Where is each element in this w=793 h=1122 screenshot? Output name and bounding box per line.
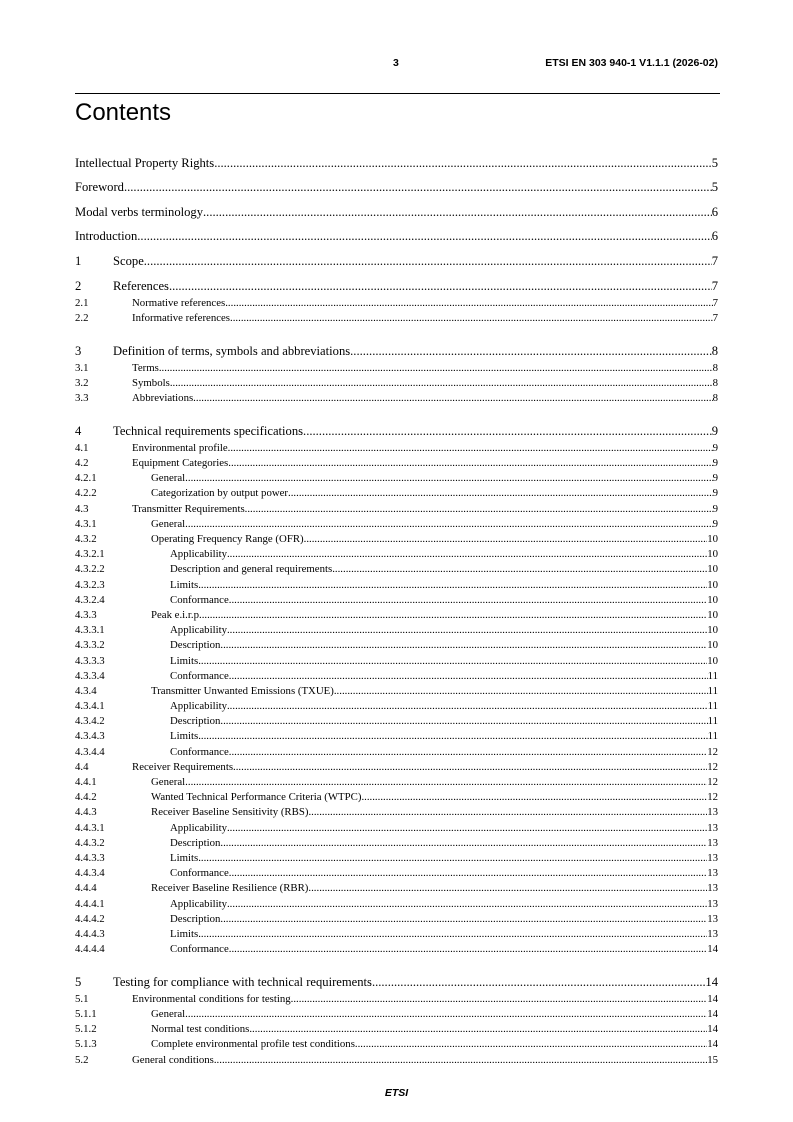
toc-entry-number: 4.3.3 [75, 608, 97, 621]
toc-entry-number: 4 [75, 423, 82, 438]
toc-entry-number: 4.3.2.3 [75, 578, 105, 591]
toc-entry-page: 13 [707, 867, 718, 880]
toc-entry-title: General [151, 776, 186, 788]
toc-entry-title: Terms [132, 361, 159, 374]
toc-entry-page: 10 [707, 593, 718, 606]
toc-entry-page: 8 [712, 361, 718, 374]
toc-entry-title: Applicability [170, 548, 227, 561]
toc-entry[interactable] [75, 1035, 718, 1050]
toc-entry[interactable] [75, 545, 718, 560]
toc-dot-leader [124, 180, 712, 195]
toc-entry[interactable] [75, 269, 718, 294]
toc-entry-title: Equipment Categories [132, 457, 229, 470]
toc-dot-leader [198, 579, 707, 591]
toc-entry-title: Abbreviations [132, 392, 194, 405]
toc-dot-leader [361, 791, 707, 803]
toc-entry[interactable] [75, 742, 718, 757]
toc-entry-page: 8 [712, 376, 718, 389]
toc-entry[interactable] [75, 834, 718, 849]
toc-dot-leader [291, 993, 708, 1005]
toc-dot-leader [245, 503, 713, 515]
toc-entry-number: 4.3.2.1 [75, 548, 105, 561]
toc-entry[interactable] [75, 454, 718, 469]
toc-entry-title: Testing for compliance with technical requirements [113, 974, 372, 989]
toc-entry-number: 4.2.2 [75, 487, 97, 500]
toc-entry-number: 4.2 [75, 457, 89, 470]
toc-entry-title: Complete environmental profile test conditions [151, 1038, 355, 1051]
toc-entry-number: 2 [75, 278, 82, 293]
toc-dot-leader [372, 975, 705, 990]
toc-entry[interactable] [75, 294, 718, 309]
toc-entry-title: Description and general requirements [170, 563, 333, 576]
toc-entry-page: 13 [707, 821, 718, 834]
toc-entry-title: Transmitter Unwanted Emissions (TXUE) [151, 684, 334, 697]
toc-entry-title: Conformance [170, 745, 229, 758]
toc-entry-title: Categorization by output power [151, 487, 289, 500]
toc-entry-title: Environmental conditions for testing [132, 992, 291, 1005]
toc-entry[interactable] [75, 910, 718, 925]
toc-entry-number: 2.2 [75, 311, 89, 324]
toc-entry-page: 6 [711, 204, 718, 219]
toc-dot-leader [233, 761, 707, 773]
toc-entry-number: 4.4 [75, 760, 89, 773]
toc-entry-number: 3.2 [75, 376, 89, 389]
toc-entry[interactable] [75, 651, 718, 666]
toc-entry-number: 4.4.2 [75, 791, 97, 804]
toc-entry[interactable] [75, 309, 718, 324]
toc-entry-page: 14 [707, 1023, 718, 1036]
toc-dot-leader [185, 518, 712, 530]
toc-entry-title: General [151, 472, 186, 485]
toc-entry-number: 4.4.4.1 [75, 897, 105, 910]
toc-entry-number: 4.3.2.4 [75, 593, 105, 606]
toc-entry-page: 10 [707, 548, 718, 561]
toc-entry-number: 4.3.1 [75, 517, 97, 530]
toc-entry[interactable] [75, 864, 718, 879]
toc-dot-leader [170, 377, 713, 389]
toc-entry[interactable] [75, 727, 718, 742]
toc-entry-page: 14 [707, 1008, 718, 1021]
toc-entry-page: 13 [707, 882, 718, 895]
toc-entry-page: 12 [707, 760, 718, 773]
toc-entry[interactable] [75, 1050, 718, 1065]
toc-entry-number: 4.3.2 [75, 533, 97, 545]
toc-entry-title: Peak e.i.r.p. [151, 608, 202, 621]
toc-entry[interactable] [75, 894, 718, 909]
toc-entry-page: 9 [712, 517, 718, 530]
toc-dot-leader [350, 344, 712, 359]
header-document-id: ETSI EN 303 940-1 V1.1.1 (2026-02) [545, 57, 718, 69]
toc-entry-page: 14 [707, 1038, 718, 1051]
toc-entry-title: Operating Frequency Range (OFR) [151, 533, 304, 545]
toc-entry-title: Receiver Baseline Resilience (RBR) [151, 882, 309, 895]
toc-entry-number: 4.3.3.3 [75, 654, 105, 667]
toc-entry[interactable] [75, 220, 718, 245]
toc-entry-number: 4.2.1 [75, 472, 97, 485]
toc-entry-title: Limits [170, 730, 199, 743]
toc-entry-number: 4.4.3.3 [75, 851, 105, 864]
toc-entry-title: Foreword [75, 180, 124, 195]
toc-dot-leader [220, 639, 707, 651]
toc-entry[interactable] [75, 530, 718, 545]
toc-entry-number: 4.3.3.4 [75, 669, 105, 682]
toc-entry-page: 12 [707, 745, 718, 758]
toc-entry[interactable] [75, 621, 718, 636]
toc-entry[interactable] [75, 469, 718, 484]
toc-entry-number: 5 [75, 974, 82, 989]
toc-dot-leader [332, 563, 707, 575]
toc-dot-leader [227, 700, 708, 712]
toc-entry-title: Technical requirements specifications [113, 423, 304, 438]
toc-entry-title: References [113, 278, 169, 293]
toc-entry-page: 9 [712, 472, 718, 485]
toc-entry-page: 7 [712, 311, 718, 324]
toc-entry-page: 9 [712, 441, 718, 454]
toc-dot-leader [230, 312, 713, 324]
toc-entry[interactable] [75, 374, 718, 389]
toc-entry-number: 4.3.4.1 [75, 700, 105, 713]
toc-entry[interactable] [75, 244, 718, 269]
toc-dot-leader [228, 457, 712, 469]
toc-entry-number: 4.4.4 [75, 882, 97, 895]
toc-dot-leader [198, 852, 707, 864]
toc-dot-leader [303, 424, 712, 439]
toc-entry-title: Symbols [132, 376, 170, 389]
toc-entry-page: 5 [711, 155, 718, 170]
toc-entry-number: 5.1.2 [75, 1023, 97, 1036]
toc-entry[interactable] [75, 712, 718, 727]
toc-entry-page: 5 [711, 180, 718, 195]
toc-dot-leader [249, 1023, 707, 1035]
toc-entry-title: General [151, 517, 186, 530]
toc-entry-title: Normal test conditions [151, 1023, 250, 1036]
toc-dot-leader [288, 487, 713, 499]
toc-entry-title: Conformance [170, 943, 229, 956]
toc-entry-page: 14 [707, 943, 718, 956]
toc-entry-page: 13 [707, 927, 718, 940]
toc-entry-page: 9 [711, 423, 718, 438]
toc-entry-title: Conformance [170, 593, 229, 606]
toc-dot-leader [137, 229, 711, 244]
toc-entry[interactable] [75, 439, 718, 454]
toc-entry-page: 14 [707, 992, 718, 1005]
toc-entry-page: 7 [712, 296, 718, 309]
toc-entry-title: Limits [170, 578, 199, 591]
toc-entry[interactable] [75, 682, 718, 697]
toc-entry[interactable] [75, 773, 718, 788]
toc-entry-title: Conformance [170, 669, 229, 682]
toc-entry-number: 5.1.3 [75, 1038, 97, 1051]
toc-entry-number: 4.4.1 [75, 776, 97, 788]
toc-entry-page: 14 [705, 974, 718, 989]
toc-entry-page: 7 [711, 278, 718, 293]
toc-entry[interactable] [75, 925, 718, 940]
toc-entry-page: 9 [712, 502, 718, 515]
toc-dot-leader [229, 943, 707, 955]
toc-entry-number: 4.3.4.4 [75, 745, 105, 758]
toc-entry-number: 4.4.4.2 [75, 912, 105, 925]
toc-entry[interactable] [75, 818, 718, 833]
toc-entry-title: Transmitter Requirements [132, 502, 245, 515]
toc-entry-number: 4.4.4.3 [75, 927, 105, 940]
toc-entry[interactable] [75, 146, 718, 171]
header-rule [75, 93, 720, 94]
toc-entry[interactable] [75, 334, 718, 359]
toc-entry-page: 13 [707, 897, 718, 910]
toc-dot-leader [229, 867, 707, 879]
toc-entry-number: 4.3.4.2 [75, 715, 105, 728]
toc-entry[interactable] [75, 965, 718, 990]
toc-entry-title: Description [170, 912, 221, 925]
toc-dot-leader [198, 730, 707, 742]
toc-entry-number: 4.1 [75, 441, 89, 454]
table-of-contents [75, 146, 718, 1066]
toc-entry-page: 10 [707, 608, 718, 621]
toc-entry-title: Environmental profile [132, 441, 228, 454]
toc-entry-title: General conditions [132, 1053, 214, 1066]
toc-entry-title: Modal verbs terminology [75, 204, 204, 219]
toc-entry-number: 4.4.3.4 [75, 867, 105, 880]
toc-dot-leader [304, 533, 708, 545]
toc-entry-number: 4.3.4 [75, 684, 97, 697]
toc-entry-number: 4.4.3.2 [75, 836, 105, 849]
toc-entry-number: 5.1 [75, 992, 89, 1005]
toc-entry[interactable] [75, 636, 718, 651]
toc-entry-page: 12 [707, 791, 718, 804]
toc-entry-page: 13 [707, 836, 718, 849]
toc-entry-page: 11 [707, 669, 718, 682]
toc-dot-leader [220, 715, 707, 727]
toc-entry-title: Receiver Baseline Sensitivity (RBS) [151, 806, 309, 819]
toc-entry-title: Description [170, 639, 221, 652]
toc-entry-page: 11 [707, 684, 718, 697]
toc-entry[interactable] [75, 758, 718, 773]
toc-entry-title: Limits [170, 654, 199, 667]
toc-entry-title: Normative references [132, 296, 226, 309]
toc-entry-page: 10 [707, 624, 718, 637]
toc-entry-title: Conformance [170, 867, 229, 880]
toc-entry[interactable] [75, 515, 718, 530]
toc-entry-number: 3.1 [75, 361, 89, 374]
toc-entry-page: 6 [711, 229, 718, 244]
toc-entry-page: 13 [707, 912, 718, 925]
toc-entry[interactable] [75, 484, 718, 499]
toc-dot-leader [144, 254, 712, 269]
toc-entry-title: Description [170, 836, 221, 849]
toc-dot-leader [228, 442, 713, 454]
toc-entry[interactable] [75, 389, 718, 404]
toc-entry[interactable] [75, 879, 718, 894]
toc-entry-number: 4.3.2.2 [75, 563, 105, 576]
toc-entry[interactable] [75, 606, 718, 621]
toc-entry-page: 10 [707, 578, 718, 591]
toc-entry-page: 8 [712, 392, 718, 405]
toc-entry-number: 3 [75, 343, 82, 358]
header-page-number: 3 [393, 57, 399, 69]
toc-entry-title: Applicability [170, 821, 227, 834]
toc-entry-number: 4.4.3.1 [75, 821, 105, 834]
toc-dot-leader [229, 594, 707, 606]
toc-entry-title: Limits [170, 851, 199, 864]
toc-entry-page: 8 [711, 343, 718, 358]
toc-entry-page: 13 [707, 851, 718, 864]
toc-dot-leader [225, 297, 712, 309]
toc-entry-number: 5.2 [75, 1053, 89, 1066]
toc-dot-leader [203, 205, 712, 220]
toc-entry[interactable] [75, 940, 718, 955]
toc-entry-title: Receiver Requirements [132, 760, 234, 773]
page-title: Contents [75, 99, 172, 126]
toc-entry-page: 15 [707, 1053, 718, 1066]
toc-entry-number: 5.1.1 [75, 1008, 97, 1021]
toc-entry[interactable] [75, 803, 718, 818]
toc-entry[interactable] [75, 171, 718, 196]
toc-entry-number: 2.1 [75, 296, 89, 309]
toc-dot-leader [220, 837, 707, 849]
toc-entry-title: Applicability [170, 897, 227, 910]
toc-dot-leader [185, 472, 712, 484]
toc-entry-title: Wanted Technical Performance Criteria (WTPC) [151, 791, 362, 804]
toc-entry-page: 11 [707, 700, 718, 713]
toc-entry-number: 3.3 [75, 392, 89, 405]
toc-entry[interactable] [75, 591, 718, 606]
toc-entry-page: 10 [707, 533, 718, 545]
toc-entry[interactable] [75, 788, 718, 803]
toc-dot-leader [198, 928, 707, 940]
toc-entry[interactable] [75, 499, 718, 514]
toc-dot-leader [220, 913, 707, 925]
toc-dot-leader [308, 882, 707, 894]
toc-entry-title: Informative references [132, 311, 231, 324]
toc-entry-number: 4.4.4.4 [75, 943, 105, 956]
toc-entry[interactable] [75, 1005, 718, 1020]
toc-dot-leader [355, 1038, 707, 1050]
toc-dot-leader [227, 822, 707, 834]
toc-dot-leader [185, 776, 707, 788]
toc-entry-page: 13 [707, 806, 718, 819]
toc-dot-leader [308, 806, 707, 818]
toc-dot-leader [227, 898, 707, 910]
toc-entry-number: 4.4.3 [75, 806, 97, 819]
footer-publisher: ETSI [384, 1087, 409, 1099]
toc-dot-leader [229, 746, 707, 758]
toc-entry-page: 9 [712, 457, 718, 470]
toc-entry-number: 4.3.3.1 [75, 624, 105, 637]
toc-entry-page: 9 [712, 487, 718, 500]
toc-entry-page: 11 [707, 715, 718, 728]
toc-entry-title: Scope [113, 253, 144, 268]
toc-entry[interactable] [75, 990, 718, 1005]
toc-entry[interactable] [75, 359, 718, 374]
toc-entry[interactable] [75, 414, 718, 439]
toc-entry-number: 4.3.4.3 [75, 730, 105, 743]
toc-entry-title: Intellectual Property Rights [75, 155, 215, 170]
toc-dot-leader [227, 548, 707, 560]
toc-entry[interactable] [75, 560, 718, 575]
toc-entry[interactable] [75, 667, 718, 682]
toc-entry-title: Limits [170, 927, 199, 940]
toc-entry-title: Applicability [170, 624, 227, 637]
toc-dot-leader [193, 392, 712, 404]
toc-dot-leader [169, 279, 712, 294]
toc-dot-leader [229, 670, 708, 682]
toc-entry-number: 1 [75, 253, 82, 268]
toc-entry[interactable] [75, 849, 718, 864]
toc-entry[interactable] [75, 697, 718, 712]
toc-entry[interactable] [75, 1020, 718, 1035]
toc-entry-page: 10 [707, 654, 718, 667]
toc-dot-leader [214, 1054, 707, 1066]
toc-entry-page: 10 [707, 563, 718, 576]
toc-entry-title: Description [170, 715, 221, 728]
toc-entry-title: General [151, 1008, 186, 1021]
toc-dot-leader [202, 609, 708, 621]
toc-entry[interactable] [75, 195, 718, 220]
toc-dot-leader [185, 1008, 707, 1020]
toc-entry-number: 4.3 [75, 502, 89, 515]
toc-entry-page: 10 [707, 639, 718, 652]
toc-entry-title: Definition of terms, symbols and abbreviations [113, 343, 351, 358]
toc-dot-leader [159, 362, 713, 374]
toc-dot-leader [334, 685, 708, 697]
toc-entry-number: 4.3.3.2 [75, 639, 105, 652]
toc-entry-title: Introduction [75, 229, 138, 244]
toc-dot-leader [227, 624, 707, 636]
toc-entry-page: 7 [711, 253, 718, 268]
toc-entry-title: Applicability [170, 700, 227, 713]
toc-dot-leader [214, 156, 712, 171]
toc-entry[interactable] [75, 575, 718, 590]
toc-entry-page: 11 [707, 730, 718, 743]
toc-dot-leader [198, 655, 707, 667]
toc-entry-page: 12 [707, 776, 718, 788]
